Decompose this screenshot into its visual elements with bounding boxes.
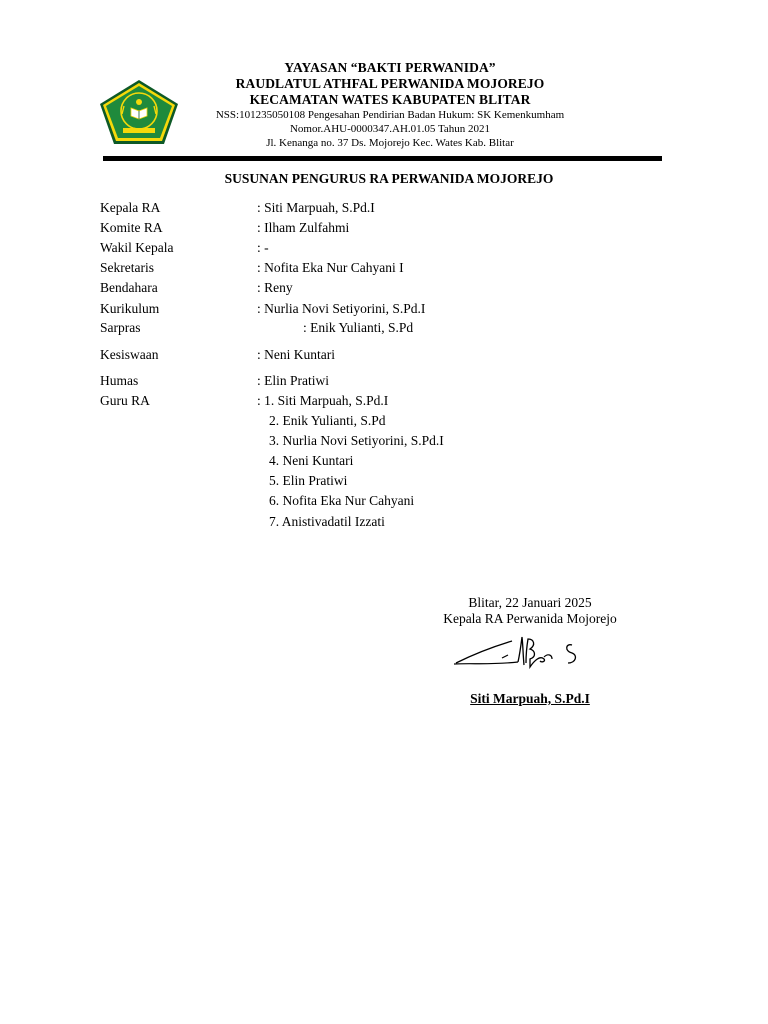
roster-value: : 1. Siti Marpuah, S.Pd.I xyxy=(257,393,389,408)
document-title: SUSUNAN PENGURUS RA PERWANIDA MOJOREJO xyxy=(224,171,554,186)
roster-value: : Enik Yulianti, S.Pd xyxy=(303,320,414,335)
roster-label: Kesiswaan xyxy=(100,347,159,362)
foundation-name: YAYASAN “BAKTI PERWANIDA” xyxy=(284,60,496,75)
roster-value: : Siti Marpuah, S.Pd.I xyxy=(257,200,375,215)
legal-number: Nomor.AHU-0000347.AH.01.05 Tahun 2021 xyxy=(289,123,491,135)
letterhead-divider xyxy=(103,156,662,161)
teacher-item: 3. Nurlia Novi Setiyorini, S.Pd.I xyxy=(269,433,444,448)
roster-label: Kurikulum xyxy=(100,301,160,316)
teacher-item: 2. Enik Yulianti, S.Pd xyxy=(269,413,386,428)
roster-label: Bendahara xyxy=(100,280,158,295)
roster-value: : Ilham Zulfahmi xyxy=(257,220,350,235)
roster-label: Sekretaris xyxy=(100,260,154,275)
roster-label: Wakil Kepala xyxy=(100,240,174,255)
roster-value: : Nofita Eka Nur Cahyani I xyxy=(257,260,404,275)
teacher-item: 5. Elin Pratiwi xyxy=(269,473,348,488)
letterhead xyxy=(185,60,595,150)
teacher-item: 6. Nofita Eka Nur Cahyani xyxy=(269,493,415,508)
school-address: Jl. Kenanga no. 37 Ds. Mojorejo Kec. Wates Kab. Blitar xyxy=(266,137,514,149)
teacher-item: 7. Anistivadatil Izzati xyxy=(269,514,385,529)
place-date: Blitar, 22 Januari 2025 xyxy=(468,595,592,610)
roster-label: Guru RA xyxy=(100,393,150,408)
roster-value: : Elin Pratiwi xyxy=(257,373,329,388)
signatory-name: Siti Marpuah, S.Pd.I xyxy=(470,691,590,706)
kemenag-logo-icon xyxy=(98,78,180,146)
handwritten-signature-icon xyxy=(452,633,587,693)
school-district: KECAMATAN WATES KABUPATEN BLITAR xyxy=(249,92,531,107)
roster-value: : Neni Kuntari xyxy=(257,347,335,362)
roster-value: : Reny xyxy=(257,280,293,295)
roster-label: Humas xyxy=(100,373,139,388)
school-name: RAUDLATUL ATHFAL PERWANIDA MOJOREJO xyxy=(235,76,545,91)
roster-label: Kepala RA xyxy=(100,200,161,215)
roster-label: Komite RA xyxy=(100,220,163,235)
school-registration: NSS:101235050108 Pengesahan Pendirian Badan Hukum: SK Kemenkumham xyxy=(215,109,565,121)
teacher-item: 4. Neni Kuntari xyxy=(269,453,354,468)
roster-value: : - xyxy=(257,240,269,255)
signatory-position: Kepala RA Perwanida Mojorejo xyxy=(443,611,617,626)
roster-label: Sarpras xyxy=(100,320,141,335)
roster-value: : Nurlia Novi Setiyorini, S.Pd.I xyxy=(257,301,426,316)
